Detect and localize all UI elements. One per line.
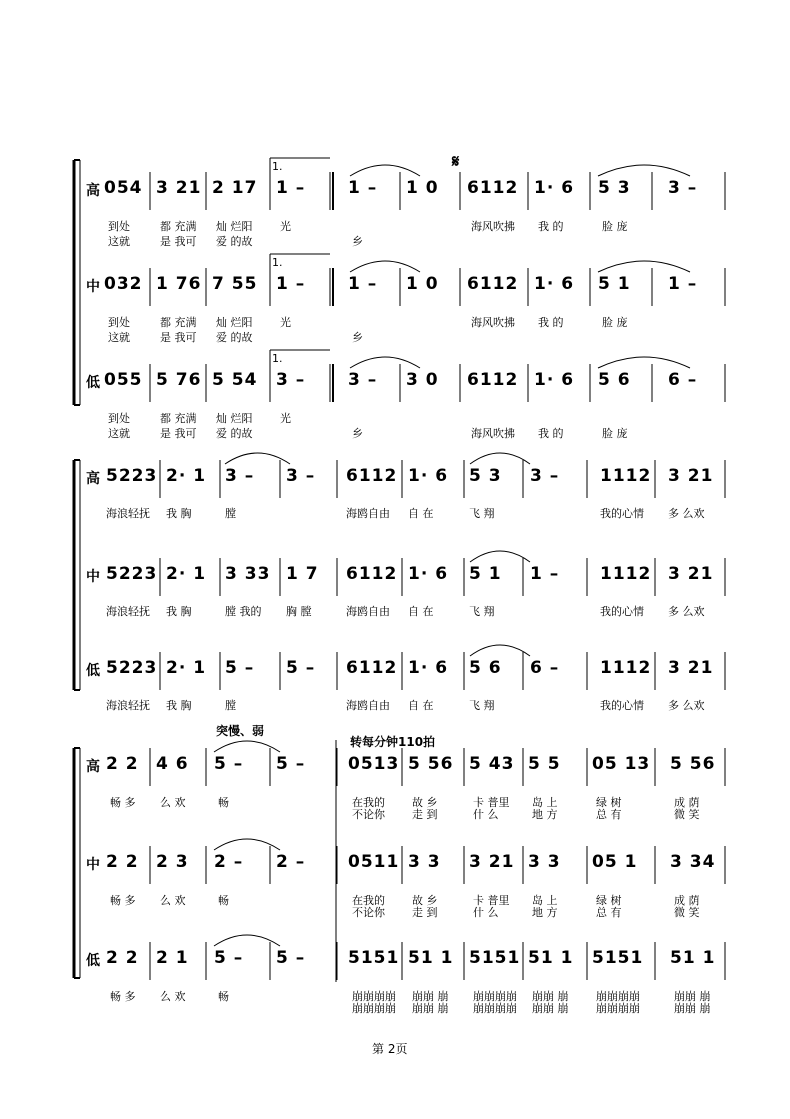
measure-notes: 5151 bbox=[348, 948, 400, 968]
measure-notes: 1 – bbox=[668, 274, 698, 294]
measure-notes: 6 – bbox=[530, 658, 560, 678]
volta-label: 1. bbox=[272, 256, 283, 269]
measure-notes: 5 56 bbox=[670, 754, 716, 774]
measure-notes: 1· 6 bbox=[534, 370, 575, 390]
measure-notes: 1112 bbox=[600, 466, 652, 486]
lyric-verse-1: 脸 庞 bbox=[602, 316, 628, 329]
lyric: 海浪轻抚 bbox=[106, 699, 150, 712]
measure-notes: 5 1 bbox=[598, 274, 631, 294]
volta-label: 1. bbox=[272, 160, 283, 173]
measure-notes: 0513 bbox=[348, 754, 400, 774]
measure-notes: 2 1 bbox=[156, 948, 189, 968]
lyric: 自 在 bbox=[408, 507, 434, 520]
measure-notes: 1· 6 bbox=[408, 466, 449, 486]
lyric-verse-2: 微 笑 bbox=[674, 906, 700, 919]
measure-notes: 5151 bbox=[469, 948, 521, 968]
measure-notes: 5 43 bbox=[469, 754, 515, 774]
part-label-low: 低 bbox=[86, 663, 100, 679]
measure-notes: 2 – bbox=[276, 852, 306, 872]
measure-notes: 3 34 bbox=[670, 852, 716, 872]
measure-notes: 2· 1 bbox=[166, 658, 207, 678]
tie-slur bbox=[350, 357, 420, 368]
lyric: 自 在 bbox=[408, 699, 434, 712]
tie-slur bbox=[350, 261, 420, 272]
lyric-verse-1: 卡 普里 bbox=[473, 796, 510, 809]
lyric-verse-1: 故 乡 bbox=[412, 894, 438, 907]
segno-sign: 𝄋 bbox=[452, 152, 461, 172]
direction-slow-soft: 突慢、弱 bbox=[216, 724, 265, 738]
measure-notes: 6112 bbox=[346, 564, 398, 584]
measure-notes: 1 – bbox=[530, 564, 560, 584]
tie-slur bbox=[598, 357, 690, 368]
part-label-mid: 中 bbox=[86, 279, 100, 295]
measure-notes: 0511 bbox=[348, 852, 400, 872]
lyric: 自 在 bbox=[408, 605, 434, 618]
lyric-verse-1: 岛 上 bbox=[532, 796, 558, 809]
measure-notes: 1 – bbox=[348, 274, 378, 294]
measure-notes: 05 1 bbox=[592, 852, 638, 872]
measure-notes: 6112 bbox=[467, 178, 519, 198]
measure-notes: 5 6 bbox=[598, 370, 631, 390]
lyric-verse-2: 这就 bbox=[108, 235, 130, 248]
measure-notes: 3 – bbox=[530, 466, 560, 486]
lyric-verse-1: 光 bbox=[280, 220, 291, 233]
lyric-verse-1: 灿 烂阳 bbox=[216, 412, 253, 425]
measure-notes: 1· 6 bbox=[534, 274, 575, 294]
measure-notes: 3 – bbox=[225, 466, 255, 486]
measure-notes: 51 1 bbox=[408, 948, 454, 968]
measure-notes: 5 – bbox=[286, 658, 316, 678]
measure-notes: 6 – bbox=[668, 370, 698, 390]
lyric: 膛 bbox=[225, 699, 236, 712]
lyric-verse-2: 走 到 bbox=[412, 808, 438, 821]
lyric-verse-1: 崩崩崩崩 bbox=[473, 990, 517, 1003]
lyric-verse-1: 畅 bbox=[218, 894, 229, 907]
lyric-verse-1: 岛 上 bbox=[532, 894, 558, 907]
lyric: 多 么欢 bbox=[668, 699, 705, 712]
measure-notes: 2 3 bbox=[156, 852, 189, 872]
measure-notes: 6112 bbox=[346, 466, 398, 486]
lyric-verse-1: 都 充满 bbox=[160, 412, 197, 425]
lyric-verse-1: 畅 bbox=[218, 990, 229, 1003]
lyric-verse-1: 在我的 bbox=[352, 894, 385, 907]
lyric-verse-1: 崩崩 崩 bbox=[532, 990, 569, 1003]
lyric-verse-1: 海风吹拂 bbox=[471, 220, 515, 233]
lyric: 膛 bbox=[225, 507, 236, 520]
measure-notes: 055 bbox=[104, 370, 143, 390]
part-label-low: 低 bbox=[86, 375, 100, 391]
measure-notes: 2· 1 bbox=[166, 564, 207, 584]
part-label-mid: 中 bbox=[86, 569, 100, 585]
lyric-verse-1: 么 欢 bbox=[160, 796, 186, 809]
measure-notes: 3 – bbox=[286, 466, 316, 486]
lyric-verse-2: 这就 bbox=[108, 331, 130, 344]
lyric-verse-1: 成 荫 bbox=[674, 796, 700, 809]
lyric-verse-1: 崩崩 崩 bbox=[412, 990, 449, 1003]
measure-notes: 2 17 bbox=[212, 178, 258, 198]
measure-notes: 3 – bbox=[668, 178, 698, 198]
measure-notes: 054 bbox=[104, 178, 143, 198]
lyric-verse-1: 崩崩崩崩 bbox=[596, 990, 640, 1003]
measure-notes: 6112 bbox=[346, 658, 398, 678]
lyric-verse-1: 灿 烂阳 bbox=[216, 316, 253, 329]
lyric-verse-1: 畅 多 bbox=[110, 990, 136, 1003]
lyric-verse-2: 爱 的故 bbox=[216, 427, 253, 440]
measure-notes: 1· 6 bbox=[534, 178, 575, 198]
measure-notes: 3 – bbox=[348, 370, 378, 390]
lyric: 我 胸 bbox=[166, 699, 192, 712]
measure-notes: 5 1 bbox=[469, 564, 502, 584]
measure-notes: 51 1 bbox=[670, 948, 716, 968]
measure-notes: 5 – bbox=[214, 948, 244, 968]
part-label-mid: 中 bbox=[86, 857, 100, 873]
lyric-verse-2: 不论你 bbox=[352, 906, 385, 919]
tie-slur bbox=[470, 551, 530, 562]
measure-notes: 5 3 bbox=[469, 466, 502, 486]
measure-notes: 5223 bbox=[106, 658, 158, 678]
lyric-verse-2: 乡 bbox=[352, 427, 363, 440]
lyric: 海浪轻抚 bbox=[106, 507, 150, 520]
direction-tempo-change: 转每分钟110拍 bbox=[350, 735, 436, 749]
measure-notes: 1 76 bbox=[156, 274, 202, 294]
measure-notes: 1112 bbox=[600, 658, 652, 678]
measure-notes: 2 2 bbox=[106, 852, 139, 872]
lyric-verse-2: 乡 bbox=[352, 235, 363, 248]
lyric-verse-1: 绿 树 bbox=[596, 894, 622, 907]
measure-notes: 4 6 bbox=[156, 754, 189, 774]
tie-slur bbox=[598, 165, 690, 176]
lyric: 飞 翔 bbox=[469, 605, 495, 618]
lyric-verse-2: 什 么 bbox=[473, 906, 499, 919]
lyric-verse-2: 崩崩 崩 bbox=[674, 1002, 711, 1015]
measure-notes: 51 1 bbox=[528, 948, 574, 968]
lyric-verse-2: 是 我可 bbox=[160, 427, 197, 440]
lyric: 膛 我的 bbox=[225, 605, 262, 618]
lyric: 海浪轻抚 bbox=[106, 605, 150, 618]
measure-notes: 7 55 bbox=[212, 274, 258, 294]
measure-notes: 1· 6 bbox=[408, 658, 449, 678]
measure-notes: 1 – bbox=[276, 274, 306, 294]
lyric-verse-2: 崩崩崩崩 bbox=[473, 1002, 517, 1015]
measure-notes: 3 0 bbox=[406, 370, 439, 390]
measure-notes: 032 bbox=[104, 274, 143, 294]
lyric-verse-2: 总 有 bbox=[596, 808, 622, 821]
measure-notes: 3 3 bbox=[528, 852, 561, 872]
measure-notes: 3 3 bbox=[408, 852, 441, 872]
lyric: 胸 膛 bbox=[286, 605, 312, 618]
lyric-verse-2: 崩崩崩崩 bbox=[596, 1002, 640, 1015]
measure-notes: 2 2 bbox=[106, 948, 139, 968]
lyric-verse-2: 爱 的故 bbox=[216, 235, 253, 248]
measure-notes: 1 7 bbox=[286, 564, 319, 584]
measure-notes: 1 – bbox=[276, 178, 306, 198]
measure-notes: 5 – bbox=[276, 754, 306, 774]
lyric-verse-2: 地 方 bbox=[532, 906, 558, 919]
measure-notes: 3 – bbox=[276, 370, 306, 390]
lyric: 我的心情 bbox=[600, 507, 644, 520]
lyric-verse-2: 我 的 bbox=[538, 427, 564, 440]
lyric-verse-2: 是 我可 bbox=[160, 331, 197, 344]
lyric-verse-2: 崩崩崩崩 bbox=[352, 1002, 396, 1015]
measure-notes: 5 76 bbox=[156, 370, 202, 390]
lyric-verse-1: 卡 普里 bbox=[473, 894, 510, 907]
lyric-verse-1: 灿 烂阳 bbox=[216, 220, 253, 233]
lyric-verse-2: 什 么 bbox=[473, 808, 499, 821]
tie-slur bbox=[470, 453, 530, 464]
lyric-verse-1: 光 bbox=[280, 412, 291, 425]
measure-notes: 3 21 bbox=[156, 178, 202, 198]
lyric-verse-1: 成 荫 bbox=[674, 894, 700, 907]
lyric: 海鸥自由 bbox=[346, 605, 390, 618]
measure-notes: 3 21 bbox=[469, 852, 515, 872]
lyric-verse-1: 畅 bbox=[218, 796, 229, 809]
lyric-verse-2: 海风吹拂 bbox=[471, 427, 515, 440]
tie-slur bbox=[470, 645, 530, 656]
lyric-verse-1: 都 充满 bbox=[160, 220, 197, 233]
measure-notes: 2 – bbox=[214, 852, 244, 872]
measure-notes: 2· 1 bbox=[166, 466, 207, 486]
measure-notes: 1 – bbox=[348, 178, 378, 198]
measure-notes: 3 21 bbox=[668, 564, 714, 584]
lyric-verse-2: 走 到 bbox=[412, 906, 438, 919]
measure-notes: 5 – bbox=[214, 754, 244, 774]
part-label-high: 高 bbox=[86, 759, 100, 775]
tie-slur bbox=[350, 165, 420, 176]
lyric-verse-1: 海风吹拂 bbox=[471, 316, 515, 329]
measure-notes: 2 2 bbox=[106, 754, 139, 774]
page-number: 第 2页 bbox=[372, 1042, 408, 1056]
lyric: 多 么欢 bbox=[668, 605, 705, 618]
lyric: 飞 翔 bbox=[469, 699, 495, 712]
lyric-verse-1: 崩崩崩崩 bbox=[352, 990, 396, 1003]
lyric: 我的心情 bbox=[600, 699, 644, 712]
lyric-verse-1: 我 的 bbox=[538, 316, 564, 329]
measure-notes: 5 – bbox=[276, 948, 306, 968]
lyric-verse-1: 崩崩 崩 bbox=[674, 990, 711, 1003]
measure-notes: 5223 bbox=[106, 564, 158, 584]
lyric-verse-1: 绿 树 bbox=[596, 796, 622, 809]
lyric-verse-2: 乡 bbox=[352, 331, 363, 344]
lyric-verse-1: 到处 bbox=[108, 316, 130, 329]
part-label-low: 低 bbox=[86, 953, 100, 969]
lyric-verse-1: 都 充满 bbox=[160, 316, 197, 329]
lyric: 飞 翔 bbox=[469, 507, 495, 520]
part-label-high: 高 bbox=[86, 183, 100, 199]
lyric-verse-2: 爱 的故 bbox=[216, 331, 253, 344]
measure-notes: 6112 bbox=[467, 274, 519, 294]
lyric-verse-1: 么 欢 bbox=[160, 894, 186, 907]
measure-notes: 1 0 bbox=[406, 178, 439, 198]
measure-notes: 5151 bbox=[592, 948, 644, 968]
measure-notes: 5 6 bbox=[469, 658, 502, 678]
lyric: 海鸥自由 bbox=[346, 507, 390, 520]
measure-notes: 5223 bbox=[106, 466, 158, 486]
lyric-verse-1: 畅 多 bbox=[110, 796, 136, 809]
lyric-verse-2: 崩崩 崩 bbox=[412, 1002, 449, 1015]
lyric-verse-1: 脸 庞 bbox=[602, 220, 628, 233]
lyric-verse-1: 在我的 bbox=[352, 796, 385, 809]
lyric: 多 么欢 bbox=[668, 507, 705, 520]
lyric-verse-2: 这就 bbox=[108, 427, 130, 440]
lyric: 我的心情 bbox=[600, 605, 644, 618]
volta-label: 1. bbox=[272, 352, 283, 365]
lyric-verse-1: 到处 bbox=[108, 412, 130, 425]
measure-notes: 5 5 bbox=[528, 754, 561, 774]
measure-notes: 3 21 bbox=[668, 658, 714, 678]
measure-notes: 1· 6 bbox=[408, 564, 449, 584]
measure-notes: 1 0 bbox=[406, 274, 439, 294]
lyric-verse-2: 地 方 bbox=[532, 808, 558, 821]
lyric-verse-1: 故 乡 bbox=[412, 796, 438, 809]
lyric-verse-1: 么 欢 bbox=[160, 990, 186, 1003]
measure-notes: 5 56 bbox=[408, 754, 454, 774]
tie-slur bbox=[598, 261, 690, 272]
lyric: 海鸥自由 bbox=[346, 699, 390, 712]
lyric-verse-2: 微 笑 bbox=[674, 808, 700, 821]
measure-notes: 5 54 bbox=[212, 370, 258, 390]
measure-notes: 5 – bbox=[225, 658, 255, 678]
lyric-verse-2: 崩崩 崩 bbox=[532, 1002, 569, 1015]
lyric-verse-1: 我 的 bbox=[538, 220, 564, 233]
lyric-verse-2: 是 我可 bbox=[160, 235, 197, 248]
lyric-verse-2: 不论你 bbox=[352, 808, 385, 821]
measure-notes: 6112 bbox=[467, 370, 519, 390]
measure-notes: 1112 bbox=[600, 564, 652, 584]
lyric-verse-1: 光 bbox=[280, 316, 291, 329]
lyric-verse-1: 畅 多 bbox=[110, 894, 136, 907]
measure-notes: 5 3 bbox=[598, 178, 631, 198]
lyric-verse-1: 到处 bbox=[108, 220, 130, 233]
lyric: 我 胸 bbox=[166, 605, 192, 618]
measure-notes: 3 33 bbox=[225, 564, 271, 584]
lyric: 我 胸 bbox=[166, 507, 192, 520]
lyric-verse-2: 总 有 bbox=[596, 906, 622, 919]
measure-notes: 05 13 bbox=[592, 754, 651, 774]
part-label-high: 高 bbox=[86, 471, 100, 487]
measure-notes: 3 21 bbox=[668, 466, 714, 486]
lyric-verse-2: 脸 庞 bbox=[602, 427, 628, 440]
